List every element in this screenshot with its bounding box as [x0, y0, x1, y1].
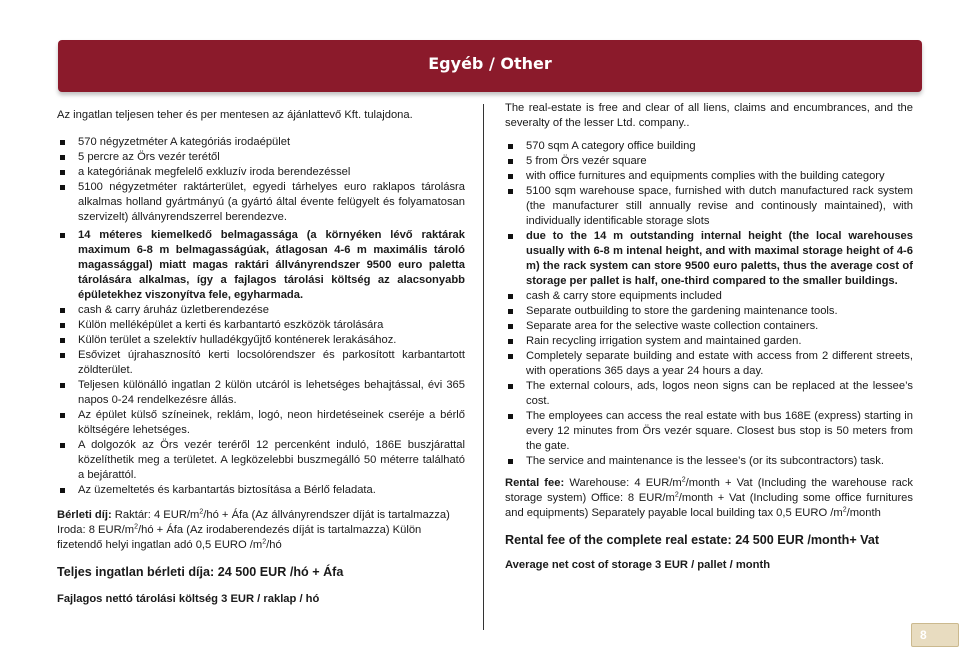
- bullet-icon: [60, 443, 65, 448]
- right-rent-block: Rental fee: Warehouse: 4 EUR/$m^2$/month + Vat (Including the warehouse rack storage system) Office: 8 EUR/$m^2$/month + Vat (Including some office furnitures and equipments) Separately payable local building tax 0,5 EURO $/m^2$/month: [505, 476, 913, 519]
- bullet-icon: [508, 294, 513, 299]
- bullet-icon: [60, 383, 65, 388]
- bullet-icon: [60, 488, 65, 493]
- list-item: 5 percre az Örs vezér terétől: [57, 150, 465, 165]
- right-intro: The real-estate is free and clear of all liens, claims and encumbrances, and the severalty of the lesser Ltd. company..: [505, 102, 913, 129]
- right-column: [505, 101, 913, 573]
- list-item: 5 from Örs vezér square: [505, 154, 913, 169]
- list-item: The employees can access the real estate with bus 168E (express) starting in every 12 minutes from Örs vezér square. Closest bus stop is 50 meters from the gate.: [505, 409, 913, 454]
- list-item: 570 négyzetméter A kategóriás irodaépület: [57, 135, 465, 150]
- list-item: 14 méteres kiemelkedő belmagassága (a környéken lévő raktárak maximum 6-8 m belmagasságúak, átlagosan 4-6 m maximális tároló magassággal) miatt magas raktári állványrendszer 9500 euro paletta tárolására alkalmas, így a fajlagos tárolási költség az alacsonyabb épületekhez viszonyítva fele, egyharmada.: [57, 228, 465, 303]
- list-item: cash & carry store equipments included: [505, 289, 913, 304]
- bullet-icon: [60, 308, 65, 313]
- bullet-icon: [60, 233, 65, 238]
- bullet-icon: [508, 174, 513, 179]
- list-item: Külön melléképület a kerti és karbantartó eszközök tárolására: [57, 318, 465, 333]
- bullet-icon: [508, 414, 513, 419]
- bullet-icon: [60, 170, 65, 175]
- rent-label: Rental fee:: [505, 477, 565, 489]
- right-feature-list: [505, 139, 913, 469]
- list-item: A dolgozók az Örs vezér teréről 12 percenként induló, 186E buszjárattal közelíthetik meg a területet. A legközelebbi buszmegálló 50 méterre található a bejárattól.: [57, 438, 465, 483]
- list-item: Az üzemeltetés és karbantartás biztosítása a Bérlő feladata.: [57, 483, 465, 498]
- page-title: Egyéb / Other: [428, 54, 552, 73]
- list-item: Separate area for the selective waste collection containers.: [505, 319, 913, 334]
- list-item: with office furnitures and equipments complies with the building category: [505, 169, 913, 184]
- bullet-icon: [508, 159, 513, 164]
- left-column: [57, 108, 465, 607]
- list-item: The external colours, ads, logos neon signs can be replaced at the lessee’s cost.: [505, 379, 913, 409]
- bullet-icon: [60, 353, 65, 358]
- list-item: The service and maintenance is the lessee’s (or its subcontractors) task.: [505, 454, 913, 469]
- list-item: 5100 négyzetméter raktárterület, egyedi tárhelyes euro raklapos tárolásra alkalmas holland gyártmányú (a gyártó által évente felügyelt és folyamatosan szervizelt) állványrendszerrel berendezve.: [57, 180, 465, 225]
- list-item: due to the 14 m outstanding internal height (the local warehouses usually with 6-8 m intenal height, and with maximal storage height of 4-6 m) the rack system can store 9500 euro paletts, thus the average cost of storage per pallet is half, one-third compared to the smaller buildings.: [505, 229, 913, 289]
- list-item: Rain recycling irrigation system and maintained garden.: [505, 334, 913, 349]
- bullet-icon: [60, 155, 65, 160]
- list-item: Külön terület a szelektív hulladékgyűjtő konténerek lerakásához.: [57, 333, 465, 348]
- list-item: Separate outbuilding to store the gardening maintenance tools.: [505, 304, 913, 319]
- column-divider: [483, 104, 484, 630]
- bullet-icon: [508, 324, 513, 329]
- header-banner: [58, 40, 922, 92]
- bullet-icon: [508, 339, 513, 344]
- list-item: 5100 sqm warehouse space, furnished with dutch manufactured rack system (the manufacturer still annually revise and continously maintained), with individually identificable storage slots: [505, 184, 913, 229]
- left-total-rent: Teljes ingatlan bérleti díja: 24 500 EUR /hó + Áfa: [57, 565, 344, 579]
- bullet-icon: [60, 323, 65, 328]
- bullet-icon: [508, 384, 513, 389]
- right-storage-cost: Average net cost of storage 3 EUR / pallet / month: [505, 559, 771, 571]
- left-feature-list: [57, 135, 465, 498]
- bullet-icon: [60, 338, 65, 343]
- page-number: 8: [920, 628, 927, 642]
- left-rent-block: Bérleti díj: Raktár: 4 EUR/$m^2/hó$ + Áfa (Az állványrendszer díját is tartalmazza) Iroda: 8 EUR/$m^2/hó$ + Áfa (Az irodaberendezés díját is tartalmazza) Külön fizetendő helyi ingatlan adó 0,5 EURO $/m^2/hó$: [57, 508, 450, 551]
- bullet-icon: [508, 144, 513, 149]
- bullet-icon: [508, 459, 513, 464]
- right-total-rent: Rental fee of the complete real estate: 24 500 EUR /month+ Vat: [505, 533, 880, 547]
- bullet-icon: [60, 140, 65, 145]
- list-item: Az épület külső színeinek, reklám, logó, neon hirdetéseinek cseréje a bérlő költségére lehetséges.: [57, 408, 465, 438]
- list-item: 570 sqm A category office building: [505, 139, 913, 154]
- list-item: Completely separate building and estate with access from 2 different streets, with operations 365 days a year 24 hours a day.: [505, 349, 913, 379]
- bullet-icon: [508, 354, 513, 359]
- list-item: cash & carry áruház üzletberendezése: [57, 303, 465, 318]
- bullet-icon: [60, 413, 65, 418]
- bullet-icon: [60, 185, 65, 190]
- bullet-icon: [508, 309, 513, 314]
- list-item: a kategóriának megfelelő exkluzív iroda berendezéssel: [57, 165, 465, 180]
- rent-label: Bérleti díj:: [57, 509, 112, 521]
- list-item: Esővizet újrahasznosító kerti locsolórendszer és parkosított karbantartott zöldterület.: [57, 348, 465, 378]
- left-intro: Az ingatlan teljesen teher és per mentesen az ájánlattevő Kft. tulajdona.: [57, 109, 413, 121]
- bullet-icon: [508, 189, 513, 194]
- bullet-icon: [508, 234, 513, 239]
- list-item: Teljesen különálló ingatlan 2 külön utcáról is lehetséges behajtással, évi 365 napos 0-24 rendelkezésre állás.: [57, 378, 465, 408]
- left-storage-cost: Fajlagos nettó tárolási költség 3 EUR / raklap / hó: [57, 593, 320, 605]
- page-number-badge: [911, 623, 959, 647]
